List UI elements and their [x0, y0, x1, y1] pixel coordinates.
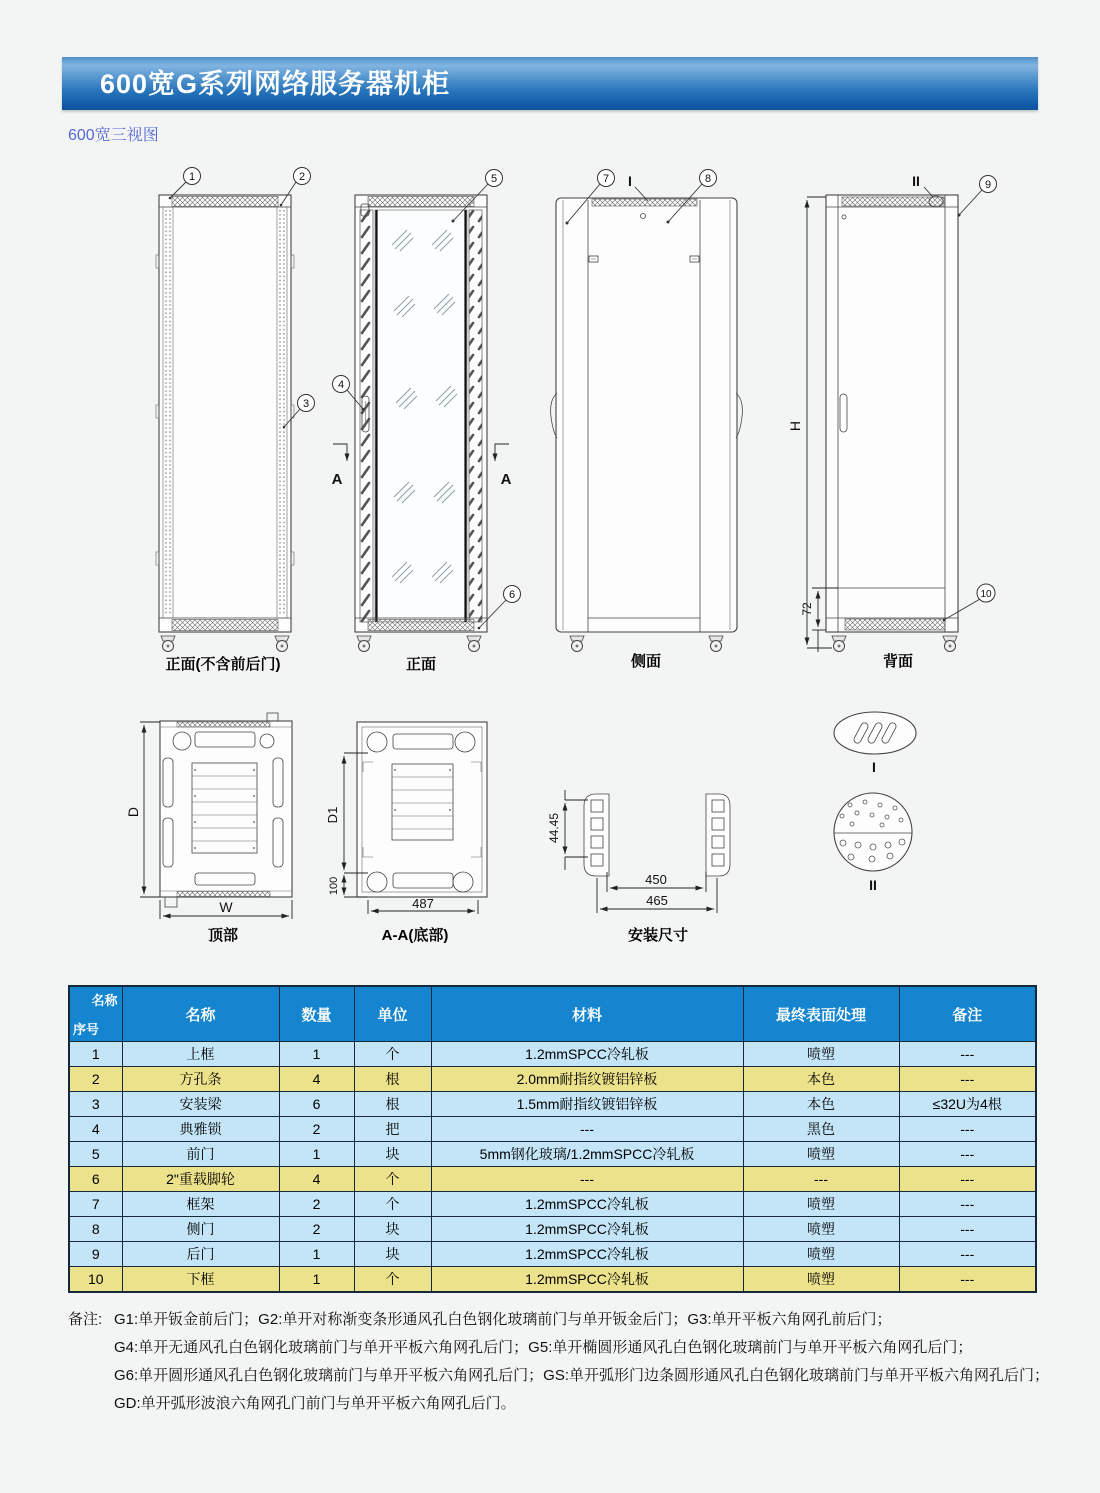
svg-text:465: 465 [646, 893, 668, 908]
view-front-no-doors [156, 168, 315, 674]
table-row: 5 前门 1 块 5mm钢化玻璃/1.2mmSPCC冷轧板 喷塑 --- [69, 1142, 1036, 1167]
view-back [787, 173, 997, 670]
svg-text:8: 8 [704, 173, 712, 185]
svg-text:D: D [125, 806, 141, 818]
svg-text:10: 10 [980, 589, 992, 600]
svg-text:3: 3 [302, 398, 310, 410]
three-view-drawing [60, 160, 1040, 975]
notes-label: 备注: [68, 1311, 103, 1328]
dim-487 [368, 896, 478, 914]
table-row: 4 典雅锁 2 把 --- 黑色 --- [69, 1117, 1036, 1142]
column-header-unit: 单位 [354, 986, 431, 1042]
table-row: 8 侧门 2 块 1.2mmSPCC冷轧板 喷塑 --- [69, 1217, 1036, 1242]
caption-back: 背面 [882, 653, 914, 670]
column-header-material: 材料 [431, 986, 743, 1042]
title-banner [62, 57, 1038, 110]
page-title: 600宽G系列网络服务器机柜 [100, 69, 451, 99]
svg-text:5: 5 [490, 173, 498, 185]
corner-header-cell [69, 986, 122, 1042]
svg-text:I: I [628, 173, 632, 189]
svg-text:7: 7 [602, 173, 610, 185]
section-subtitle: 600宽三视图 [68, 127, 159, 144]
table-row: 1 上框 1 个 1.2mmSPCC冷轧板 喷塑 --- [69, 1042, 1036, 1067]
caption-front: 正面 [405, 656, 437, 673]
detail-view-i [834, 712, 916, 775]
dim-h [787, 197, 832, 648]
callout-9 [958, 176, 997, 217]
section-mark-right [495, 444, 512, 488]
note-line: GD:单开弧形波浪六角网孔门前门与单开平板六角网孔后门。 [114, 1395, 516, 1412]
view-top [125, 713, 292, 944]
dim-w [160, 899, 292, 919]
corner-label-index: 序号 [73, 1022, 100, 1037]
column-header-finish: 最终表面处理 [743, 986, 899, 1042]
svg-text:44.45: 44.45 [547, 812, 561, 844]
svg-text:487: 487 [412, 896, 434, 911]
caption-front-no-doors: 正面(不含前后门) [165, 656, 281, 673]
svg-text:W: W [219, 899, 233, 915]
svg-text:II: II [912, 173, 920, 189]
svg-text:6: 6 [508, 589, 516, 601]
svg-text:A: A [500, 471, 512, 488]
svg-text:100: 100 [328, 876, 340, 896]
dim-450 [607, 872, 706, 892]
column-header-qty: 数量 [279, 986, 354, 1042]
svg-text:4: 4 [337, 379, 345, 391]
parts-table [68, 985, 1037, 1293]
table-row: 3 安装梁 6 根 1.5mm耐指纹镀铝锌板 本色 ≤32U为4根 [69, 1092, 1036, 1117]
svg-text:72: 72 [800, 602, 814, 616]
table-row: 6 2"重载脚轮 4 个 --- --- --- [69, 1167, 1036, 1192]
callout-2 [280, 168, 311, 207]
caption-side: 侧面 [630, 653, 662, 670]
caption-bottom-section: A-A(底部) [381, 927, 449, 944]
detail-ii-label: II [869, 877, 877, 893]
section-mark-left [332, 444, 347, 488]
corner-label-name: 名称 [91, 993, 118, 1008]
caption-install: 安装尺寸 [627, 927, 689, 944]
table-row: 7 框架 2 个 1.2mmSPCC冷轧板 喷塑 --- [69, 1192, 1036, 1217]
detail-view-ii [834, 793, 912, 893]
column-header-name: 名称 [122, 986, 279, 1042]
note-line: G4:单开无通风孔白色钢化玻璃前门与单开平板六角网孔后门；G5:单开椭圆形通风孔白色钢化玻璃前门与单开平板六角网孔后门； [114, 1339, 973, 1356]
view-side [551, 170, 743, 671]
note-line: G1:单开钣金前后门；G2:单开对称渐变条形通风孔白色钢化玻璃前门与单开钣金后门；G3:单开平板六角网孔前后门； [114, 1311, 892, 1328]
svg-text:D1: D1 [325, 806, 340, 824]
table-row: 9 后门 1 块 1.2mmSPCC冷轧板 喷塑 --- [69, 1242, 1036, 1267]
svg-text:A: A [331, 471, 343, 488]
svg-text:9: 9 [984, 179, 992, 191]
dim-d [125, 722, 160, 897]
view-install-dims [547, 790, 730, 944]
table-row: 2 方孔条 4 根 2.0mm耐指纹镀铝锌板 本色 --- [69, 1067, 1036, 1092]
svg-text:1: 1 [188, 171, 196, 183]
note-line: G6:单开圆形通风孔白色钢化玻璃前门与单开平板六角网孔后门；GS:单开弧形门边条圆形通风孔白色钢化玻璃前门与单开平板六角网孔后门； [114, 1367, 1050, 1384]
detail-i-label: I [872, 759, 876, 775]
notes-block [68, 1306, 1053, 1418]
table-header-row [69, 986, 1036, 1042]
detail-mark-i [628, 173, 648, 201]
view-front [332, 170, 521, 674]
view-bottom-section [325, 722, 487, 944]
table-row: 10 下框 1 个 1.2mmSPCC冷轧板 喷塑 --- [69, 1267, 1036, 1293]
notes-lines [114, 1306, 1053, 1418]
svg-text:2: 2 [298, 171, 306, 183]
svg-text:450: 450 [645, 872, 667, 887]
svg-text:H: H [787, 420, 803, 432]
detail-mark-ii [912, 173, 933, 197]
dim-44-45 [547, 790, 588, 870]
caption-top: 顶部 [207, 927, 239, 944]
column-header-note: 备注 [899, 986, 1036, 1042]
